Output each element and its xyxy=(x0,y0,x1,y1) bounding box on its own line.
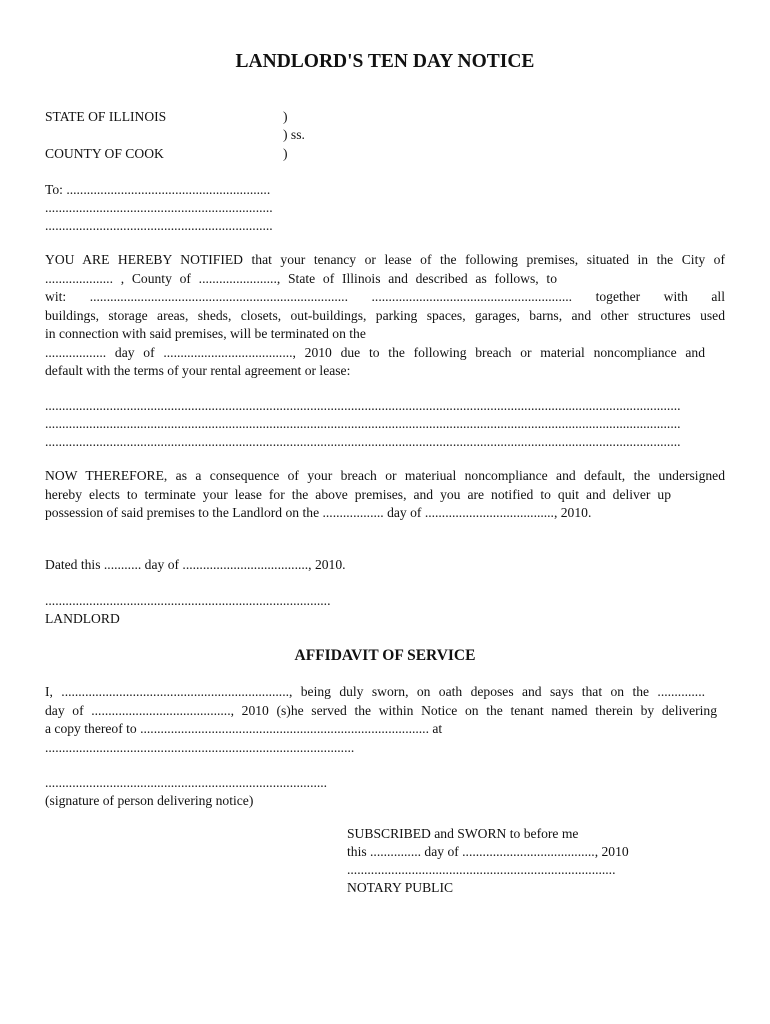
caption-paren-3: ) xyxy=(283,146,288,161)
notice-line-4: buildings, storage areas, sheds, closets, out-buildings, parking spaces, garages, barns, and other structures used xyxy=(45,307,725,323)
server-signature-line: ................................................................................... xyxy=(45,775,328,790)
to-line-1: To: ............................................................ xyxy=(45,182,271,197)
to-line-2: ................................................................... xyxy=(45,200,273,215)
affidavit-line-3: a copy thereof to ..................................................................................... at xyxy=(45,721,443,736)
notice-line-5: in connection with said premises, will be terminated on the xyxy=(45,326,366,341)
notice-line-3: wit: ............................................................................ ........................................................... together with all xyxy=(45,289,725,304)
landlord-label: LANDLORD xyxy=(45,611,120,626)
therefore-line-1: NOW THEREFORE, as a consequence of your breach or materiual noncompliance and default, the undersigned xyxy=(45,468,725,483)
affidavit-line-2: day of ........................................., 2010 (s)he served the within Notice on the tenant named therein by delivering xyxy=(45,702,717,718)
affidavit-title: AFFIDAVIT OF SERVICE xyxy=(294,647,476,664)
breach-line-1: ........................................................................................................................................................................................... xyxy=(45,398,681,413)
caption-paren-1: ) xyxy=(283,109,288,124)
to-line-3: ................................................................... xyxy=(45,218,273,233)
affidavit-line-4: ........................................................................................... xyxy=(45,739,355,755)
notice-line-6: .................. day of ......................................, 2010 due to the following breach or material noncompliance and xyxy=(45,344,705,360)
notice-line-1: YOU ARE HEREBY NOTIFIED that your tenancy or lease of the following premises, situated in the City of xyxy=(45,252,725,267)
notary-line-1: SUBSCRIBED and SWORN to before me xyxy=(347,826,579,841)
document-title: LANDLORD'S TEN DAY NOTICE xyxy=(235,51,535,72)
affidavit-line-1: I, ..................................................................., being duly sworn, on oath deposes and says that on the .............. xyxy=(45,684,705,699)
therefore-line-3: possession of said premises to the Landlord on the .................. day of ......................................, 2010. xyxy=(45,505,592,520)
notary-public-label: NOTARY PUBLIC xyxy=(347,880,454,895)
breach-line-2: ........................................................................................................................................................................................... xyxy=(45,416,681,431)
notice-paragraph xyxy=(45,251,725,381)
notice-line-2: .................... , County of ......................., State of Illinois and described as follows, to xyxy=(45,270,557,286)
caption-paren-ss: ) ss. xyxy=(283,127,305,142)
landlord-signature-line: .................................................................................... xyxy=(45,593,331,608)
notary-line-2: this ............... day of ......................................., 2010 xyxy=(347,844,629,859)
affidavit-paragraph xyxy=(45,683,725,757)
notice-line-7: default with the terms of your rental agreement or lease: xyxy=(45,363,351,378)
county-label: COUNTY OF COOK xyxy=(45,146,164,161)
server-signature-label: (signature of person delivering notice) xyxy=(45,793,254,808)
therefore-paragraph xyxy=(45,467,725,523)
state-label: STATE OF ILLINOIS xyxy=(45,109,167,124)
notary-signature-line: ............................................................................... xyxy=(347,862,616,877)
therefore-line-2: hereby elects to terminate your lease for the above premises, and you are notified to quit and deliver up xyxy=(45,486,671,502)
breach-line-3: ........................................................................................................................................................................................... xyxy=(45,434,681,449)
dated-line: Dated this ........... day of ....................................., 2010. xyxy=(45,557,346,572)
